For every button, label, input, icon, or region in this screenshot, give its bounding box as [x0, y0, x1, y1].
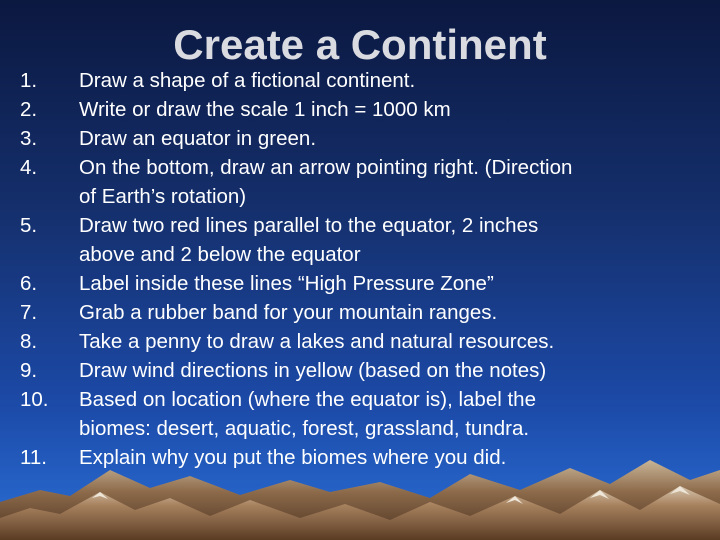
- list-item: [0, 95, 600, 124]
- list-item-text-continued: of Earth’s rotation): [79, 185, 247, 208]
- list-item-text: Explain why you put the biomes where you did.: [79, 446, 507, 469]
- list-item-number: 1.: [20, 69, 38, 92]
- list-item: [0, 66, 600, 95]
- list-item: [0, 385, 600, 443]
- list-item: [0, 124, 600, 153]
- list-item-number: 6.: [20, 272, 38, 295]
- list-item-number: 9.: [20, 359, 38, 382]
- mountain-range-illustration: [0, 440, 720, 540]
- list-item-text-continued: above and 2 below the equator: [79, 243, 361, 266]
- list-item: [0, 153, 600, 211]
- list-item-number: 8.: [20, 330, 38, 353]
- list-item-number: 4.: [20, 156, 38, 179]
- instruction-list: [0, 66, 600, 472]
- list-item-text: Draw an equator in green.: [79, 127, 317, 150]
- list-item-text: Take a penny to draw a lakes and natural resources.: [79, 330, 555, 353]
- slide-title: Create a Continent: [173, 21, 547, 68]
- list-item-text: Draw a shape of a fictional continent.: [79, 69, 416, 92]
- list-item: [0, 298, 600, 327]
- list-item-text: Write or draw the scale 1 inch = 1000 km: [79, 98, 451, 121]
- list-item-number: 3.: [20, 127, 38, 150]
- list-item-number: 10.: [20, 388, 49, 411]
- list-item-number: 2.: [20, 98, 38, 121]
- list-item: [0, 269, 600, 298]
- list-item: [0, 327, 600, 356]
- list-item: [0, 211, 600, 269]
- list-item-text: Label inside these lines “High Pressure Zone”: [79, 272, 494, 295]
- list-item-number: 5.: [20, 214, 38, 237]
- list-item-text-continued: biomes: desert, aquatic, forest, grassland, tundra.: [79, 417, 530, 440]
- list-item-text: Draw wind directions in yellow (based on the notes): [79, 359, 547, 382]
- list-item-number: 7.: [20, 301, 38, 324]
- list-item-text: Draw two red lines parallel to the equator, 2 inches: [79, 214, 539, 237]
- list-item: [0, 356, 600, 385]
- list-item-number: 11.: [20, 446, 47, 469]
- list-item-text: Based on location (where the equator is), label the: [79, 388, 536, 411]
- list-item-text: Grab a rubber band for your mountain ranges.: [79, 301, 498, 324]
- list-item-text: On the bottom, draw an arrow pointing right. (Direction: [79, 156, 573, 179]
